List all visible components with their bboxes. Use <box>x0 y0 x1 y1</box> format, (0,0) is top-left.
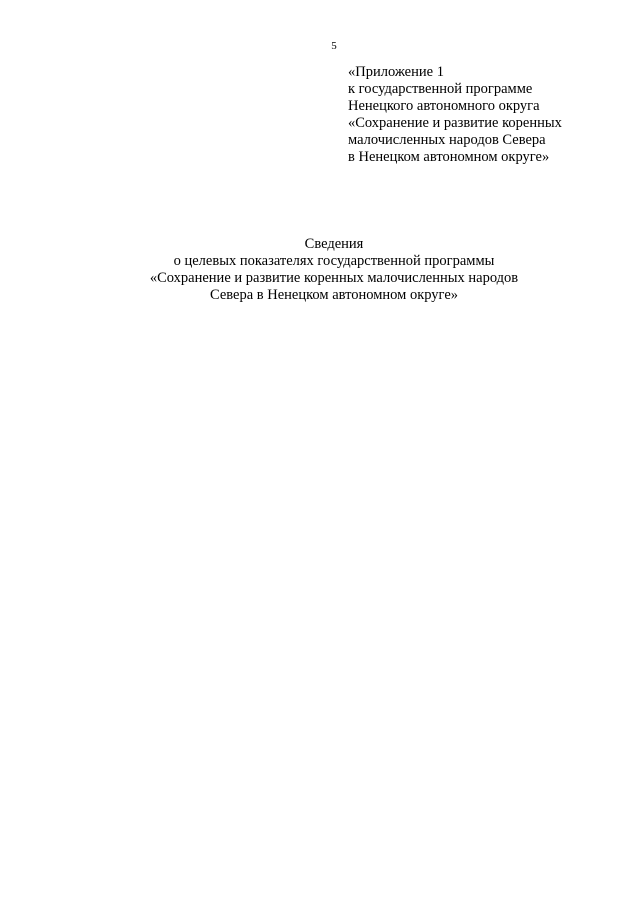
title-line: «Сохранение и развитие коренных малочисленных народов <box>149 270 519 286</box>
title-line: о целевых показателях государственной программы <box>173 253 495 269</box>
appendix-line: «Приложение 1 <box>348 64 444 80</box>
appendix-line: к государственной программе <box>348 81 533 97</box>
appendix-line: Ненецкого автономного округа <box>348 98 540 114</box>
page-number: 5 <box>331 40 337 52</box>
appendix-line: «Сохранение и развитие коренных <box>348 115 562 131</box>
appendix-line: в Ненецком автономном округе» <box>348 149 550 165</box>
title-line: Севера в Ненецком автономном округе» <box>209 287 458 303</box>
appendix-line: малочисленных народов Севера <box>348 132 546 148</box>
appendix-header <box>348 64 633 166</box>
document-title <box>0 236 640 304</box>
title-heading: Сведения <box>304 236 364 252</box>
